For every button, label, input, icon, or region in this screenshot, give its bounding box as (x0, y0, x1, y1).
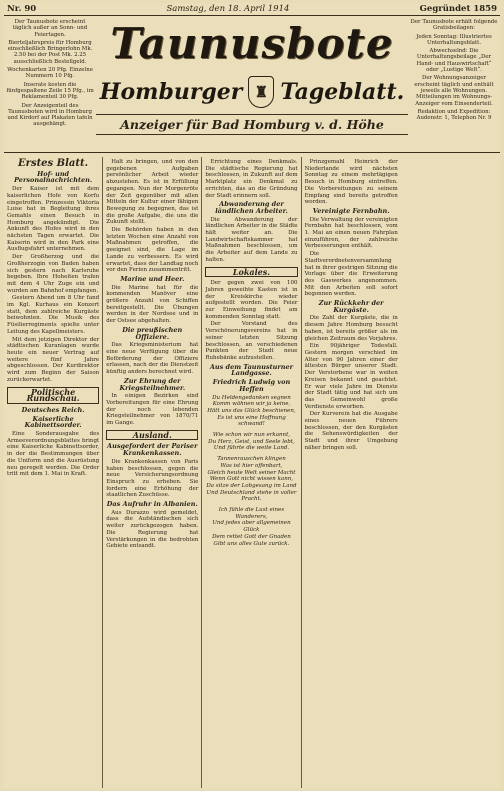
newspaper-subtitle (96, 76, 408, 108)
poem-line: Und führte die weite Land. (213, 445, 290, 452)
poem-line: Und jedes aber allgemeinen Glück (212, 520, 291, 534)
article-paragraph: Mit dem jetzigen Direktor der städtischen Kuranlagen wurde heute ein neuer Vertrag auf weitere fünf Jahre abgeschlossen. Der Kurdirektor wird zum Beginn der Saison zurückerwartet. (7, 336, 100, 383)
article-paragraph: Die Abwanderung der ländlichen Arbeiter in die Städte hält weiter an. Die Landwirtschaftskammer hat Maßnahmen beschlossen, um die Arbeiter auf dem Lande zu halten. (205, 216, 298, 263)
article-heading: Ausgefordert der Pariser Krankenkassen. (107, 442, 198, 458)
newspaper-page (4, 3, 500, 788)
poem-line: Komm wähnen wir ja keine, (212, 401, 291, 408)
poem-line: Hätt uns das Glück beschienen, (207, 407, 296, 414)
issue-line (4, 3, 500, 16)
subtitle-left: Homburger (99, 79, 243, 105)
poem-line: Tannenrauschen klingen (217, 456, 286, 463)
article-paragraph: Halt zu bringen, und von den gegebenen Aufgaben persönlicher Arbeit wieder abzustehen. Es ist in Erfüllung gegangen. Nun der Morgenröte der Zeit gegenüber mit allen Mitteln der Kultur einer fähigen Bewegung zu begegnen, das ist die große Aufgabe, die uns die Zukunft stellt. (106, 159, 199, 226)
masthead-title-block (96, 18, 408, 135)
left-info-5: Der Anzeigenteil des Taunusboten wird in Homburg und Kirdorf auf Plakaten tafeln ausgehängt. (7, 102, 93, 128)
left-info-3: Wochenkarten 20 Pfg. Einzelne Nummern 10 Pfg. (7, 67, 93, 80)
right-info-1: Der Taunusbote erhält folgende Gratisbeilagen: (410, 19, 498, 32)
article-paragraph: Der gegen zwei von 100 Jahren geweihte Kasten ist in der Kreiskirche wieder aufgestellt worden. Die Feier zur Einweihung findet am kommenden Sonntag statt. (205, 280, 298, 320)
newspaper-title: Taunusbote (110, 19, 394, 68)
poem-line: Wenn Gott nicht wissen kann, (209, 476, 294, 483)
crest-icon: ♜ (248, 76, 274, 108)
poem-stanza (205, 507, 297, 547)
poem-line: Da sitze der Lobgesang im Land (206, 482, 297, 489)
column-3 (202, 157, 301, 788)
masthead-right-info (410, 19, 498, 123)
article-paragraph: Der Kaiser ist mit dem kaiserlichen Hofe von Korfu eingetroffen. Prinzessin Viktoria Luise hat in Begleitung ihres Gemahls einen Besuch in Homburg angekündigt. Die Ankunft des Hofes wird in den nächsten Tagen erwartet. Die Kaiserin wird in den Park eine Ausflugsfahrt unternehmen. (7, 186, 100, 253)
article-paragraph: Die Behörden haben in den letzten Wochen eine Anzahl von Maßnahmen getroffen, die geeignet sind, die Lage im Lande zu verbessern. Es wird erwartet, dass der Landtag noch vor den Ferien zusammentritt. (106, 227, 199, 274)
article-paragraph: Die Stadtverordnetenversammlung hat in ihrer gestrigen Sitzung die Vorlage über die Erweiterung des Gaswerkes angenommen. Mit den Arbeiten soll sofort begonnen werden. (304, 251, 398, 298)
article-heading: Aus dem Taunusturner Landgasse. (209, 362, 294, 378)
poem-stanza (205, 432, 297, 452)
masthead (4, 16, 500, 153)
left-info-2: Bierteljahrspreis für Homburg einschließlich Bringerlohn Mk. 2.50 bei der Post Mk. 2.25 ausschließlich Bestellgeld. (7, 39, 93, 65)
article-paragraph: Aus Durazzo wird gemeldet, dass die Aufständischen sich weiter zurückgezogen haben. Die Regierung hat Verstärkungen in die bedrohten Gebiete entsandt. (106, 509, 199, 550)
poem-line: Und Deutschland stehe in voller Pracht. (206, 489, 297, 503)
article-paragraph: Errichtung eines Denkmals. Die städtische Regierung hat beschlossen, in Zukunft auf dem Marktplatz ein Denkmal zu errichten, das an die Gründung der Stadt erinnern soll. (205, 159, 298, 199)
article-paragraph: Das Kriegsministerium hat eine neue Verfügung über die Beförderung der Offiziere erlassen, nach der die Dienstzeit künftig anders berechnet wird. (106, 342, 199, 376)
article-heading: Abwanderung der ländlichen Arbeiter. (215, 200, 288, 215)
article-columns (4, 157, 500, 788)
column-2 (103, 157, 202, 788)
article-paragraph: Die Zahl der Kurgäste, die in diesem Jahre Homburg besucht haben, ist bereits größer als im gleichen Zeitraum des Vorjahres. (304, 315, 398, 342)
article-paragraph: Die Verwaltung der vereinigten Fernbahn hat beschlossen, vom 1. Mai an einen neuen Fahrplan einzuführen, der zahlreiche Verbesserungen enthält. (304, 216, 398, 250)
poem-stanza (205, 456, 297, 503)
article-heading: Die preußischen Offiziere. (122, 325, 183, 341)
article-paragraph: Die Krankenkassen von Paris haben beschlossen, gegen die neue Versicherungsordnung Einspruch zu erheben. Sie fordern eine Erhöhung der staatlichen Zuschüsse. (106, 458, 199, 499)
section-box-heading: Politische Rundschau. (7, 387, 99, 404)
article-heading: Das Aufruhr in Albanien. (106, 500, 198, 509)
article-heading: Kaiserliche Kabinettsorder. (24, 414, 82, 430)
subtitle-right: Tageblatt. (280, 79, 405, 105)
article-heading: Vereinigte Fernbahn. (312, 206, 390, 215)
section-box-heading: Ausland. (106, 430, 198, 441)
article-paragraph: Prinzgemahl Heinrich der Niederlande wird nächsten Sonntag zu einem mehrtägigen Besuch in Homburg eintreffen. Die Vorbereitungen zu seinem Empfang sind bereits getroffen worden. (304, 159, 398, 206)
section-heading: Erstes Blatt. (18, 158, 89, 169)
poem-title: Friedrich Ludwig von Heffen (212, 378, 291, 393)
poem-line: Gibt uns alles Gute zurück. (213, 540, 290, 547)
poem-line: Wie schon wir nun erkannt, (212, 432, 291, 439)
article-paragraph: Ein 90jähriger Todesfall. Gestern morgen verschied im Alter von 90 Jahren einer der ältesten Bürger unserer Stadt. Der Verstorbene war in weiten Kreisen bekannt und geachtet. Er war viele Jahre im Dienste der Stadt tätig und hat sich um das Gemeinwohl große Verdienste erworben. (304, 343, 398, 410)
poem-line: Du Heldengedanken segnen (212, 394, 291, 401)
poem (205, 395, 297, 548)
article-heading: Zur Ehrung der Kriegsteilnehmer. (119, 376, 186, 392)
article-paragraph: Der Großherzog und die Großherzogin von Baden haben sich gestern nach Karlsruhe begeben. Ihre Hoheiten trafen mit dem 4 Uhr Zuge ein und wurden am Bahnhof empfangen. (7, 254, 100, 294)
issue-date: Samstag, den 18. April 1914 (166, 4, 290, 14)
article-heading: Hof- und Personalnachrichten. (14, 169, 93, 185)
right-info-3: Abwechselnd: Die Unterhaltungsbeilage „Der Hand- und Hauswirtschaft“ oder „Lustige Welt“. (416, 48, 492, 74)
poem-line: Dem rettet Gott der Gnaden (212, 533, 291, 540)
poem-line: Was ist hier offenbart, (220, 462, 283, 469)
right-info-5: Redaktion und Expedition: Audenstr. 1, Telephon Nr. 9 (416, 108, 492, 122)
article-heading: Marine und Heer. (120, 274, 185, 283)
poem-line: Gleich heute Welt seiner Macht (207, 469, 296, 476)
column-4 (302, 157, 401, 788)
article-paragraph: Die Marine hat für die kommenden Manöver eine größere Anzahl von Schiffen bereitgestellt. Die Übungen werden in der Nordsee und in der Ostsee abgehalten. (106, 284, 199, 325)
founded-year: Gegründet 1859 (419, 4, 497, 14)
anzeiger-line: Anzeiger für Bad Homburg v. d. Höhe (96, 114, 408, 135)
article-paragraph: Der Vorstand des Verschönerungsvereins hat in seiner letzten Sitzung beschlossen, an verschiedenen Punkten der Stadt neue Ruhebänke aufzustellen. (205, 321, 298, 361)
right-info-2: Jeden Sonntag: Illustriertes Unterhaltungsblatt. (416, 33, 492, 46)
article-paragraph: Eine Sonderausgabe des Armeeverordnungsblattes bringt eine Kaiserliche Kabinettsorder, in der die Bestimmungen über die Uniform und die Ausrüstung neu geregelt werden. Die Order tritt mit dem 1. Mai in Kraft. (7, 431, 100, 478)
article-paragraph: Gestern Abend um 8 Uhr fand im Kgl. Kurhaus ein Konzert statt, dem zahlreiche Kurgäste beiwohnten. Die Musik des Füsilierregiments spielte unter Leitung des Kapellmeisters. (7, 295, 100, 335)
column-1 (4, 157, 103, 788)
article-heading: Deutsches Reich. (21, 405, 85, 414)
poem-stanza (205, 395, 297, 429)
left-info-1: Der Taunusbote erscheint täglich außer an Sonn- und Feiertagen. (12, 19, 88, 38)
section-box-heading: Lokales. (205, 267, 297, 278)
poem-line: Du Herz, Geist, und Seele lebt, (208, 438, 295, 445)
article-paragraph: In einigen Bezirken sind Vorbereitungen für eine Ehrung der noch lebenden Kriegsteilnehmer von 1870/71 im Gange. (106, 393, 199, 427)
article-heading: Zur Rückkehr der Kurgäste. (318, 299, 384, 314)
masthead-left-info (6, 19, 94, 130)
article-paragraph: Der Kurverein hat die Ausgabe eines neuen Führers beschlossen, der den Kurgästen die Sehenswürdigkeiten der Stadt und ihrer Umgebung näher bringen soll. (304, 411, 398, 451)
poem-line: Es ist uns eine Hoffnung schwand! (217, 414, 286, 428)
right-info-4: Der Wohnungsanzeiger erscheint täglich und enthält jeweils alle Wohnungen. Mitteilungen im Wohnungs-Anzeiger vom Einsenderteil. (414, 75, 494, 107)
left-info-4: Inserate kosten die fünfgespaltene Zeile 15 Pfg., im Reklamenteil 30 Pfg. (6, 81, 94, 101)
poem-line: Ich fühle die Lust eines Wanderers, (218, 507, 285, 520)
issue-number: Nr. 90 (7, 4, 37, 14)
